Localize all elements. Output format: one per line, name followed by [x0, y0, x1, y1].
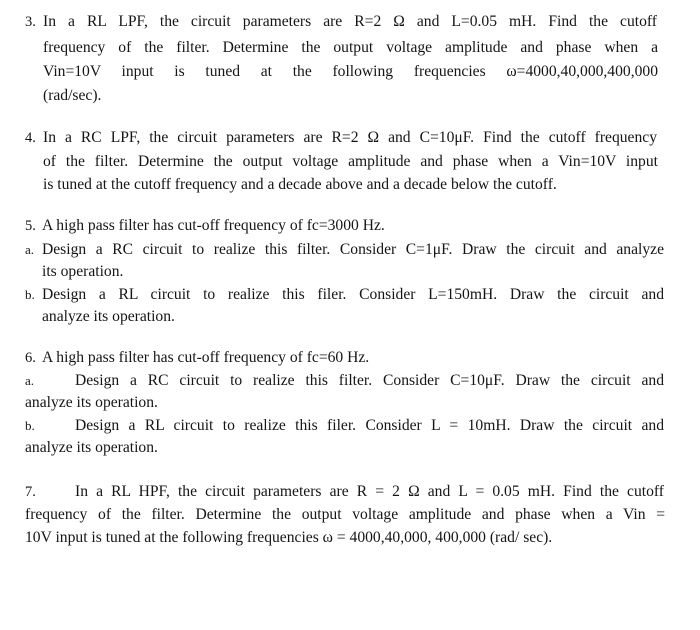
problem-3-line-2: frequency of the filter. Determine the output voltage amplitude and phase when a [43, 39, 658, 56]
problem-5a-line-1: a. Design a RC circuit to realize this filter. Consider C=1μF. Draw the circuit and analyze [25, 241, 664, 258]
problem-4-line-2: of the filter. Determine the output voltage amplitude and phase when a Vin=10V input [43, 153, 658, 170]
problem-4-number: 4. [25, 130, 36, 146]
problem-6-number: 6. [25, 350, 36, 366]
problem-3-number: 3. [25, 14, 36, 30]
problem-6b-line-2: analyze its operation. [25, 439, 158, 456]
problem-5a-line-2: its operation. [42, 263, 124, 280]
problem-6a-line-2: analyze its operation. [25, 394, 158, 411]
problem-5a-letter: a. [25, 242, 35, 257]
problem-3-line-1: 3. In a RL LPF, the circuit parameters are R=2 Ω and L=0.05 mH. Find the cutoff [25, 13, 657, 30]
problem-7-line-3: 10V input is tuned at the following frequencies ω = 4000,40,000, 400,000 (rad/ sec). [25, 529, 553, 546]
problem-6a-letter: a. [25, 373, 35, 388]
problem-5-intro: 5. A high pass filter has cut-off frequency of fc=3000 Hz. [25, 217, 385, 234]
problem-7-line-1: 7. In a RL HPF, the circuit parameters are R = 2 Ω and L = 0.05 mH. Find the cutoff [25, 483, 664, 500]
problem-6b-letter: b. [25, 418, 35, 433]
problem-5b-line-1: b. Design a RL circuit to realize this filer. Consider L=150mH. Draw the circuit and [25, 286, 664, 303]
problem-6b-line-1: b. Design a RL circuit to realize this filer. Consider L = 10mH. Draw the circuit and [25, 417, 664, 434]
problem-7-line-2: frequency of the filter. Determine the output voltage amplitude and phase when a Vin = [25, 506, 665, 523]
problem-3-line-4: (rad/sec). [43, 87, 102, 104]
problem-6a-line-1: a. Design a RC circuit to realize this filter. Consider C=10μF. Draw the circuit and [25, 372, 664, 389]
problem-6-intro: 6. A high pass filter has cut-off frequency of fc=60 Hz. [25, 349, 370, 366]
problem-7-number: 7. [25, 484, 36, 500]
problem-4-line-1: 4. In a RC LPF, the circuit parameters are R=2 Ω and C=10μF. Find the cutoff frequency [25, 129, 657, 146]
problem-3-line-3: Vin=10V input is tuned at the following frequencies ω=4000,40,000,400,000 [43, 63, 658, 80]
problem-5b-letter: b. [25, 287, 35, 302]
problem-4-line-3: is tuned at the cutoff frequency and a decade above and a decade below the cutoff. [43, 176, 557, 193]
problem-5-number: 5. [25, 218, 36, 234]
problem-5b-line-2: analyze its operation. [42, 308, 175, 325]
